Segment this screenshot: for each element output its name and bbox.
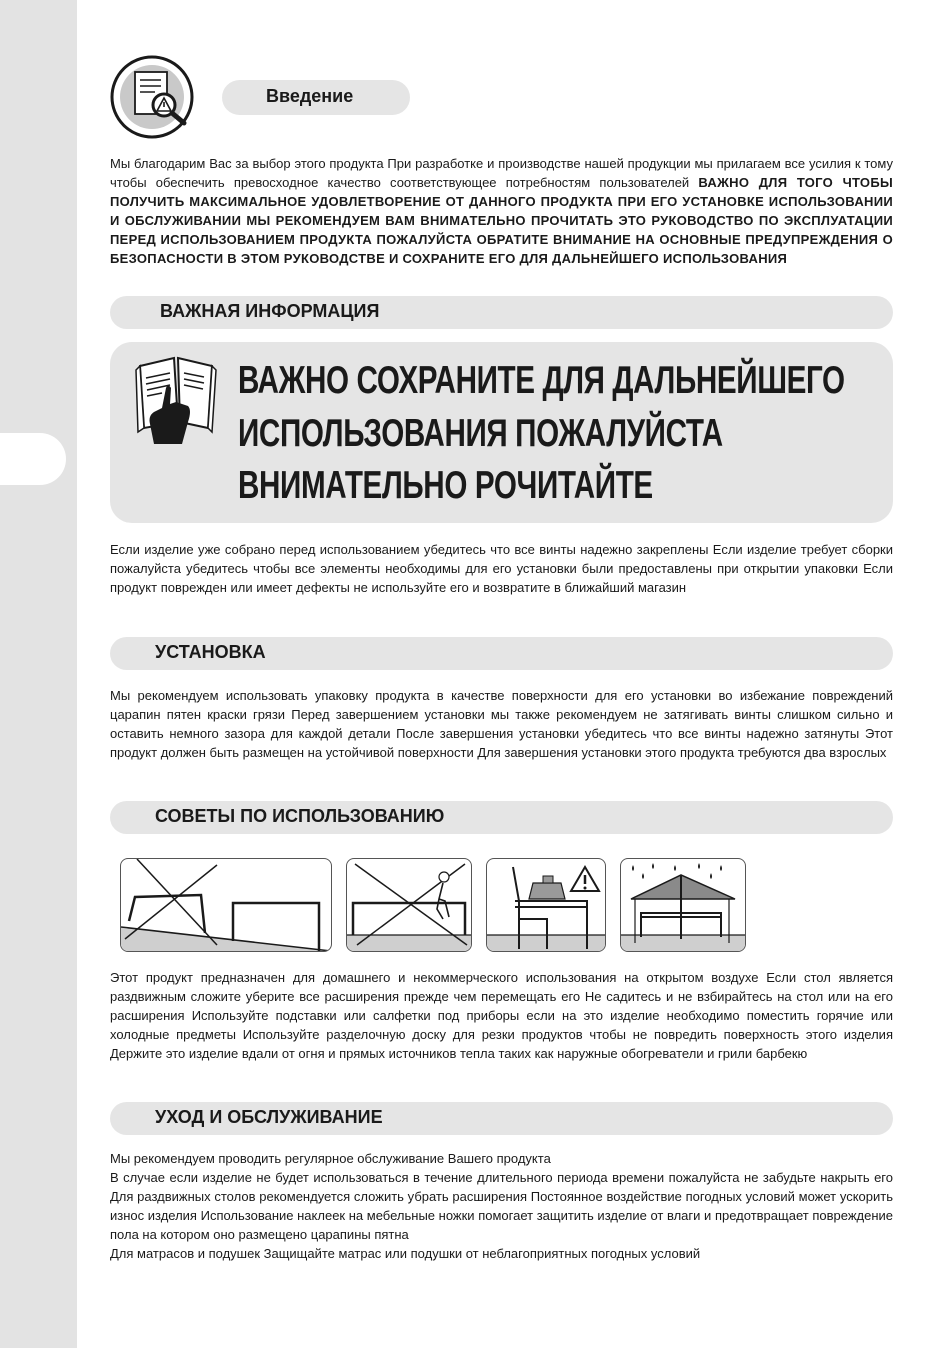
left-margin-strip <box>0 0 77 1348</box>
intro-important-text: ВАЖНО ДЛЯ ТОГО ЧТОБЫ ПОЛУЧИТЬ МАКСИМАЛЬНОЕ УДОВЛЕТВОРЕНИЕ ОТ ДАННОГО ПРОДУКТА ПРИ ЕГО УСТАНОВКЕ ИСПОЛЬЗОВАНИИ И ОБСЛУЖИВАНИИ МЫ РЕКОМЕНДУЕМ ВАМ ВНИМАТЕЛЬНО ПРОЧИТАТЬ ЭТО РУКОВОДСТВО ПО ЭКСПЛУАТАЦИИ ПЕРЕД ИСПОЛЬЗОВАНИЕМ ПРОДУКТА ПОЖАЛУЙСТА ОБРАТИТЕ ВНИМАНИЕ НА ОСНОВНЫЕ ПРЕДУПРЕЖДЕНИЯ О БЕЗОПАСНОСТИ В ЭТОМ РУКОВОДСТВЕ И СОХРАНИТЕ ЕГО ДЛЯ ДАЛЬНЕЙШЕГО ИСПОЛЬЗОВАНИЯ <box>110 175 894 266</box>
care-text: В случае если изделие не будет использоваться в течение длительного периода времени пожалуйста не забудьте накрыть его Для раздвижных столов рекомендуется сложить убрать расширения Постоянное воздействие погодных условий может ускорить износ изделия Использование наклеек на мебельные ножки помогает защитить изделие от влаги и предотвращает повреждение пола на котором оно размещено царапины пятна <box>110 1170 893 1242</box>
banner-line-1: ВАЖНО СОХРАНИТЕ ДЛЯ ДАЛЬНЕЙШЕГО <box>238 359 845 402</box>
installation-paragraph: Мы рекомендуем использовать упаковку продукта в качестве поверхности для его установки во избежание повреждений царапин пятен краски грязи Перед завершением установки мы также рекомендуем не затягивать винты слишком сильно и оставить немного зазора для каждой детали После завершения установки убедитесь что все винты надежно затянуты Этот продукт должен быть размещен на устойчивой поверхности Для завершения установки этого продукта требуются два взрослых <box>110 688 893 760</box>
rain-umbrella-cover-icon <box>620 858 746 952</box>
intro-title: Введение <box>266 86 354 106</box>
intro-text: Мы благодарим Вас за выбор этого продукта При разработке и производстве нашей продукции мы прилагаем все усилия к тому чтобы обеспечить превосходное качество соответствующее потребностям пользователей <box>110 156 893 190</box>
no-standing-on-table-icon <box>346 858 472 952</box>
banner-line-3: ВНИМАТЕЛЬНО РОЧИТАЙТЕ <box>238 464 653 507</box>
page-tab-marker <box>0 433 66 485</box>
important-paragraph: Если изделие уже собрано перед использованием убедитесь что все винты надежно закреплены Если изделие требует сборки пожалуйста убедитесь чтобы все элементы необходимы для его установки были предоставлены при открытии упаковки Если продукт поврежден или имеет дефекты не используйте его и возвратите в ближайший магазин <box>110 542 893 595</box>
book-pointing-hand-icon <box>132 348 224 448</box>
section-usage-bar <box>110 801 893 834</box>
section-care-title: УХОД И ОБСЛУЖИВАНИЕ <box>155 1107 383 1127</box>
section-care-bar <box>110 1102 893 1135</box>
care-line-last: Для матрасов и подушек Защищайте матрас или подушки от неблагоприятных погодных условий <box>110 1246 701 1261</box>
section-installation-bar <box>110 637 893 670</box>
section-important-bar <box>110 296 893 329</box>
slope-table-icon <box>120 858 332 952</box>
important-banner <box>110 342 893 523</box>
care-paragraph <box>110 1149 893 1263</box>
section-installation-title: УСТАНОВКА <box>155 642 266 662</box>
hot-items-warning-icon <box>486 858 606 952</box>
section-usage-title: СОВЕТЫ ПО ИСПОЛЬЗОВАНИЮ <box>155 806 445 826</box>
banner-line-2: ИСПОЛЬЗОВАНИЯ ПОЖАЛУЙСТА <box>238 412 723 455</box>
intro-paragraph <box>110 154 893 268</box>
section-important-title: ВАЖНАЯ ИНФОРМАЦИЯ <box>160 301 380 321</box>
care-line-1: Мы рекомендуем проводить регулярное обслуживание Вашего продукта <box>110 1151 551 1166</box>
document-warning-magnifier-icon <box>110 55 198 143</box>
usage-paragraph: Этот продукт предназначен для домашнего и некоммерческого использования на открытом воздухе Если стол является раздвижным сложите уберите все расширения прежде чем перемещать его Не садитесь и не взбирайтесь на стол или на его расширения Используйте подставки или салфетки под приборы если на это изделие необходимо поместить горячие или холодные предметы Используйте разделочную доску для резки продуктов чтобы не повредить поверхность этого изделия Держите это изделие вдали от огня и прямых источников тепла таких как наружные обогреватели и грили барбекю <box>110 970 893 1061</box>
